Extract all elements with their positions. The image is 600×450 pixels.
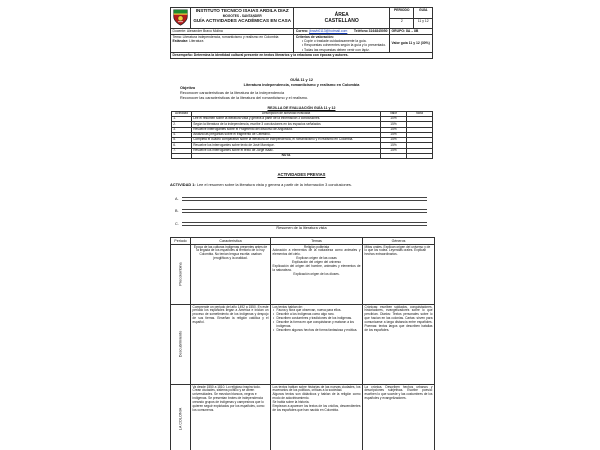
lit-header: Temas bbox=[271, 238, 363, 245]
area-cell bbox=[294, 8, 390, 29]
criterios-cell bbox=[294, 34, 390, 52]
period-cell bbox=[171, 244, 191, 304]
list-item: • Describir a los indígenas como algo raro. bbox=[273, 313, 361, 317]
correo-link[interactable]: jbravb0113@hotmail.com bbox=[309, 29, 348, 34]
telefono: Teléfono 3164845050 bbox=[353, 29, 388, 34]
desempeno: Desempeño: Determina la identidad cultural presente en textos literarios y la relaciona con épocas y autores. bbox=[171, 53, 433, 59]
caracteristica-cell: Va desde 1550 a 1810. Lo religioso inspira todo. Crean ciudades, sistema político y se abren universidades. Se mezclan blancos, negros e indígenas. Se presentan brotes de independencia creando grupos de indígenas y campesinos que lo quieren seguir explotados por los españoles, como los comuneros. bbox=[191, 384, 271, 450]
institution-location: MOGOTES - SANTANDER bbox=[222, 14, 262, 19]
objective-item: Reconocer características de la literatura de la independencia bbox=[180, 91, 285, 96]
institution-block bbox=[191, 8, 294, 29]
generos-cell: Crónicas: escriben soldados, conquistadores, historiadores, evangelizadores sobre lo que percibían. Diarios: Textos personales sobre lo que hacían en las colonias. Cartas: sirven para comunicarse a larga distancia entre españoles. Poemas: textos largos que describen batallas de los españoles. bbox=[363, 304, 435, 384]
table-row bbox=[171, 304, 435, 384]
estandar-value: Literatura bbox=[189, 39, 204, 44]
periodo-label: PERIODO bbox=[390, 8, 414, 19]
guia-value: 11 y 12 bbox=[414, 18, 433, 29]
lit-header: Periodo bbox=[171, 238, 191, 245]
activities-title: ACTIVIDADES PREVIAS bbox=[277, 172, 326, 177]
table-row: 2. Según la literatura de la independencia, escribe 3 conclusiones en los espacios señalados 15% bbox=[172, 122, 433, 127]
area-value: CASTELLANO bbox=[324, 18, 359, 25]
table-row: 7. Resuelve los interrogantes sobre el texto de Jorge Isaac. 15% bbox=[172, 148, 433, 153]
criterio-item: • Todas las respuestas deben venir con lápiz. bbox=[301, 47, 370, 52]
list-item: • Describe la forma en que conquistaron y mataron a los indígenas. bbox=[273, 321, 361, 329]
temas-cell: Religión politeísta Adoración a elementos de la naturaleza como animales y elementos del cielo. Explican origen de las cosas Explicación del origen del universo Explicación del origen del hombre, animales y elementos de la naturaleza. Explicación origen de los dioses. bbox=[271, 244, 363, 304]
answer-line-b[interactable] bbox=[175, 202, 427, 215]
eval-header: Actividad bbox=[172, 112, 192, 117]
estandar bbox=[173, 39, 292, 43]
lit-header: Característica bbox=[191, 238, 271, 245]
answer-line-a[interactable] bbox=[175, 189, 427, 202]
guide-subtitle: Literatura independencia, romanticismo y realismo en Colombia bbox=[243, 83, 360, 88]
generos-cell: Mitos orales. Explican origen del universo y de lo que los rodea. Leyendas orales. Explican hechos extraordinarios. bbox=[363, 244, 435, 304]
answer-line-c[interactable] bbox=[175, 214, 427, 227]
tema: Tema: Literatura independencia, romanticismo y realismo en Colombia bbox=[172, 35, 279, 40]
guide-type: GUÍA ACTIVIDADES ACADÉMICAS EN CASA bbox=[193, 18, 292, 24]
temas-cell: Los textos hablan sobre historias de las nuevas ciudades, los escenarios de los políticos, críticas a la sociedad. Algunos textos son didácticos y hablan de la religión como modo de adoctrinamiento. Se habla sobre la historia. Empiezan a aparecer los textos de los criollos, descendientes de los españoles que han nacido en Colombia. bbox=[271, 384, 363, 450]
total-grade-cell[interactable] bbox=[407, 153, 433, 158]
table-row: 3. Resuelve interrogantes sobre el Fragmento del discurso de Angostura. 15% bbox=[172, 127, 433, 132]
period-cell bbox=[171, 304, 191, 384]
temas-cell: Los textos hablan de: • Fauna y flora que observan, nueva para ellos. • Describir a los indígenas como algo raro. • Describen costumbres y tradiciones de los indígenas. • Describe la forma en que conquistaron y mataron a los indígenas. • Describen algunos hechos de forma fantasiosa y exótica. bbox=[271, 304, 363, 384]
docente: Docente: Alexander Bravo Molina bbox=[171, 29, 294, 35]
estandar-label: Estándar: bbox=[172, 39, 189, 44]
nota-label: NOTA bbox=[192, 153, 381, 158]
list-item: • Fauna y flora que observan, nueva para ellos. bbox=[273, 309, 361, 313]
valor: Valor guía 11 y 12 (30%) bbox=[390, 34, 433, 52]
caracteristica-cell: Época de las culturas indígenas presentes antes de la llegada de los españoles al territorio de lo hoy Colombia. No tenían lengua escrita: usaban jeroglíficos y la oralidad. bbox=[191, 244, 271, 304]
table-row: 5. Completa el cuadro comparativo sobre la literatura de independencia, el romanticismo y el realismo en Colombia. 15% bbox=[172, 138, 433, 143]
caracteristica-cell: Comprende un periodo del año 1492 a 1550. En este periodo los españoles llegan a América e inician un proceso de sometimiento de los indígenas y despojo de sus tierras. Enseñan la religión católica y el español. bbox=[191, 304, 271, 384]
answer-label: A. bbox=[175, 196, 179, 201]
answer-label: C. bbox=[175, 221, 179, 226]
header-table bbox=[170, 7, 433, 59]
institution-name: INSTITUTO TECNICO ISAIAS ARDILA DIAZ bbox=[195, 8, 289, 14]
generos-cell: La crónica. Describen hechos urbanos y descripciones subjetivas. Escribe poesía: escriben lo que sucede y las costumbres de los españoles y evangelizadores. bbox=[363, 384, 435, 450]
list-item: • Describen costumbres y tradiciones de los indígenas. bbox=[273, 317, 361, 321]
activity-1-label: ACTIVIDAD 1: bbox=[170, 182, 196, 187]
criterio-item: • Copie o traslade cuidadosamente la guía. bbox=[301, 39, 367, 44]
eval-header: Nota bbox=[407, 112, 433, 117]
tema-cell bbox=[171, 34, 294, 52]
periodo-value: 2 bbox=[390, 18, 414, 29]
evaluation-title: REJILLA DE EVALUACIÓN GUÍA 11 y 12 bbox=[267, 106, 336, 110]
literature-table bbox=[170, 237, 435, 450]
evaluation-footer-row bbox=[172, 153, 433, 158]
guia-label: GUÍA bbox=[414, 8, 433, 19]
list-item: • Describen algunos hechos de forma fantasiosa y exótica. bbox=[273, 329, 361, 333]
guide-title: GUÍA 11 y 12 bbox=[290, 78, 313, 82]
lit-header: Géneros bbox=[363, 238, 435, 245]
criterios-title: Criterios de valoración: bbox=[295, 35, 334, 40]
table-row: 4. Analiza las preguntas sobre el fragmento de Celestino. 15% bbox=[172, 132, 433, 137]
objective-label: Objetivo bbox=[180, 86, 196, 90]
table-row bbox=[171, 384, 435, 450]
correo-label: Correo: bbox=[295, 29, 309, 34]
period-label: LA COLONIA bbox=[178, 407, 183, 431]
objective-item: Reconocer las características de la literatura del romanticismo y el realismo. bbox=[180, 96, 309, 101]
eval-header: Valor bbox=[381, 112, 407, 117]
school-shield-icon bbox=[172, 9, 189, 26]
evaluation-table bbox=[171, 111, 433, 159]
eval-header: Descripción de actividad evaluada bbox=[192, 112, 381, 117]
table-row: 1. Lee el resumen sobre la literatura vista y genera a partir de la información 3 conclusiones. 10% bbox=[172, 117, 433, 122]
criterio-item: • Respuestas coherentes según la guía y lo presentado. bbox=[301, 43, 387, 48]
grupo: GRUPO: 8A – 8B bbox=[390, 29, 433, 35]
activity-1 bbox=[170, 183, 352, 188]
answer-label: B. bbox=[175, 209, 179, 214]
table-row: 6. Resuelve los interrogantes sobre texto de José Manrique. 15% bbox=[172, 143, 433, 148]
school-logo bbox=[171, 8, 191, 29]
objectives-block bbox=[180, 86, 430, 101]
period-label: Descubrimiento bbox=[178, 330, 183, 358]
period-label: Precolombina bbox=[178, 262, 183, 286]
period-cell bbox=[171, 384, 191, 450]
area-label: ÁREA bbox=[334, 12, 349, 19]
activity-1-text: Lee el resumen sobre la literatura vista y genera a partir de la información 3 conclusiones. bbox=[196, 182, 352, 187]
resumen-caption: Resumen de la literatura vista bbox=[276, 226, 327, 230]
table-row bbox=[171, 244, 435, 304]
answer-lines bbox=[175, 189, 427, 227]
